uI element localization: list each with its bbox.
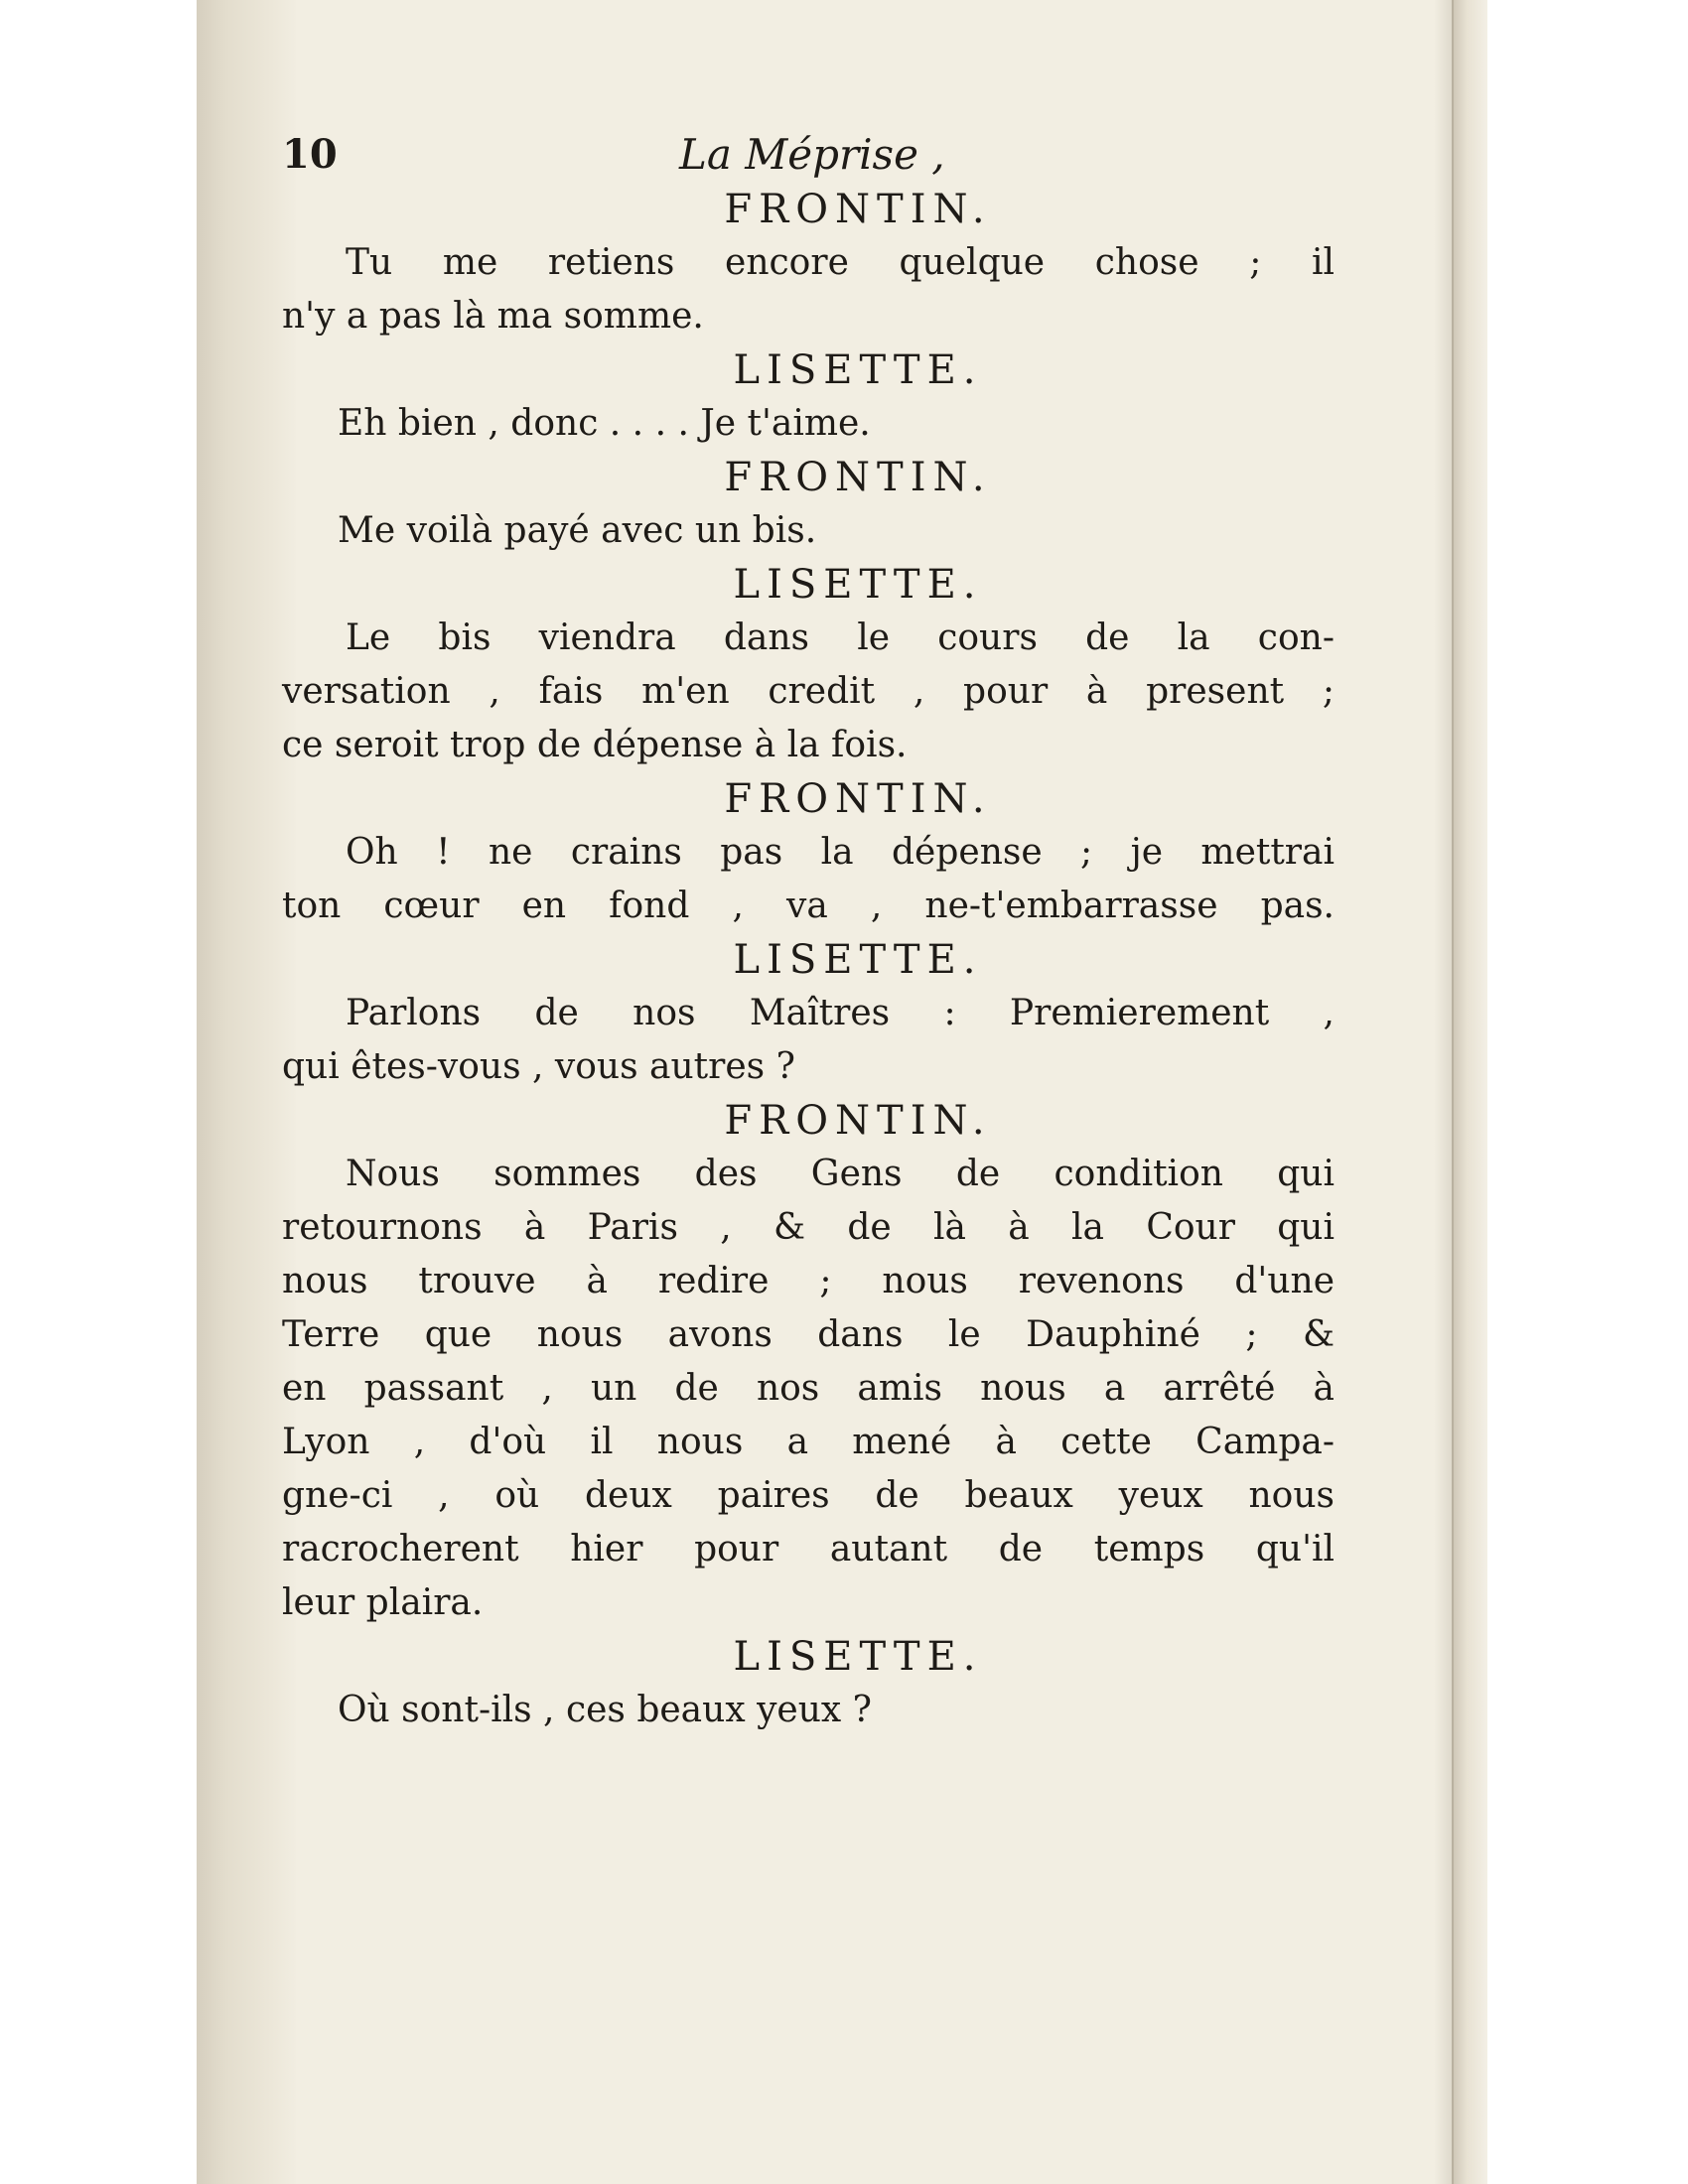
speech-line: retournons à Paris , & de là à la Cour qui bbox=[282, 1207, 1335, 1248]
speech-line: versation , fais m'en credit , pour à present ; bbox=[282, 671, 1335, 712]
speech-line: Terre que nous avons dans le Dauphiné ; & bbox=[282, 1314, 1335, 1355]
speech bbox=[282, 612, 1335, 772]
speech-line: en passant , un de nos amis nous a arrêté à bbox=[282, 1368, 1335, 1409]
running-head bbox=[282, 127, 1335, 183]
speech-line: Parlons de nos Maîtres : Premierement , bbox=[346, 993, 1335, 1033]
speech-line: Lyon , d'où il nous a mené à cette Campa- bbox=[282, 1422, 1335, 1462]
speech bbox=[282, 1148, 1335, 1630]
speech-line: leur plaira. bbox=[282, 1582, 484, 1623]
speech-line: Eh bien , donc . . . . Je t'aime. bbox=[338, 403, 871, 444]
speaker-label: LISETTE. bbox=[733, 1634, 983, 1680]
speech-line: gne-ci , où deux paires de beaux yeux nous bbox=[282, 1475, 1335, 1516]
speaker-label: FRONTIN. bbox=[724, 187, 992, 232]
speech bbox=[282, 987, 1335, 1094]
speech bbox=[282, 236, 1335, 343]
speech-line: racrocherent hier pour autant de temps qu'il bbox=[282, 1529, 1335, 1570]
speech bbox=[282, 397, 1335, 451]
speaker-label: FRONTIN. bbox=[724, 776, 992, 822]
speech-line: Tu me retiens encore quelque chose ; il bbox=[346, 242, 1335, 283]
speech bbox=[282, 1684, 1335, 1737]
page-number: 10 bbox=[282, 131, 338, 178]
speech-line: Nous sommes des Gens de condition qui bbox=[346, 1154, 1335, 1194]
speech-line: ton cœur en fond , va , ne-t'embarrasse pas. bbox=[282, 886, 1335, 926]
speech bbox=[282, 504, 1335, 558]
speaker-label: FRONTIN. bbox=[724, 1098, 992, 1144]
speaker-label: FRONTIN. bbox=[724, 455, 992, 500]
speech-line: Le bis viendra dans le cours de la con- bbox=[346, 617, 1335, 658]
speech-line: ce seroit trop de dépense à la fois. bbox=[282, 725, 908, 765]
text-block bbox=[282, 127, 1335, 1737]
speech bbox=[282, 826, 1335, 933]
speaker-label: LISETTE. bbox=[733, 562, 983, 608]
speaker-label: LISETTE. bbox=[733, 937, 983, 983]
speaker-label: LISETTE. bbox=[733, 347, 983, 393]
speech-line: Oh ! ne crains pas la dépense ; je mettrai bbox=[346, 832, 1335, 873]
page-title: La Méprise , bbox=[679, 130, 945, 179]
speech-line: qui êtes-vous , vous autres ? bbox=[282, 1046, 795, 1087]
speech-line: Me voilà payé avec un bis. bbox=[338, 510, 817, 551]
speech-line: Où sont-ils , ces beaux yeux ? bbox=[338, 1690, 872, 1730]
page-gutter-shadow bbox=[197, 0, 296, 2184]
page-fold-shadow bbox=[1434, 0, 1454, 2184]
speech-line: nous trouve à redire ; nous revenons d'une bbox=[282, 1261, 1335, 1301]
speech-line: n'y a pas là ma somme. bbox=[282, 296, 704, 337]
facing-page-edge bbox=[1452, 0, 1487, 2184]
